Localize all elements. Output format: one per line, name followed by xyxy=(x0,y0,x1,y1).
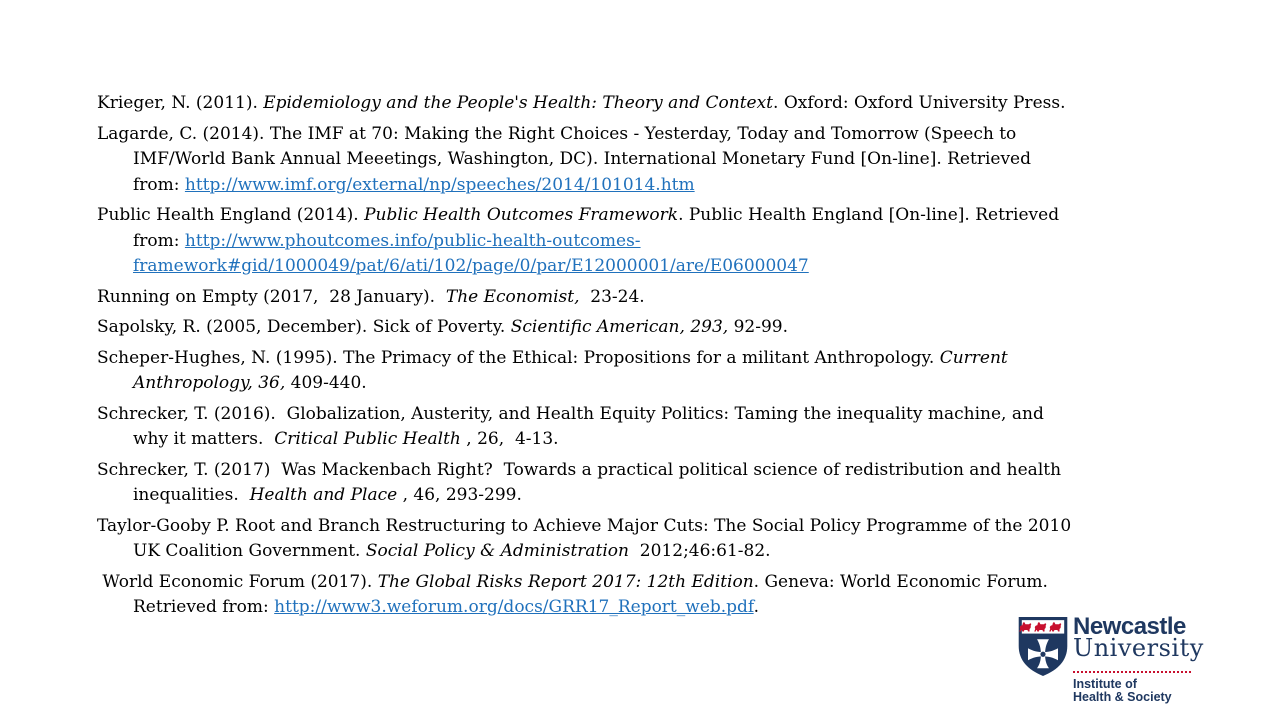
reference-link[interactable]: http://www.imf.org/external/np/speeches/2014/101014.htm xyxy=(184,174,695,195)
newcastle-university-logo xyxy=(1017,615,1202,715)
reference-text: from: xyxy=(133,174,185,195)
logo-institute-line1: Institute of xyxy=(1073,677,1137,691)
reference-link[interactable]: framework#gid/1000049/pat/6/ati/102/page/0/par/E12000001/are/E06000047 xyxy=(133,256,809,276)
reference-text: IMF/World Bank Annual Meeetings, Washington, DC). International Monetary Fund [On-line]. Retrieved xyxy=(133,149,1031,169)
reference-text: Anthropology, 36, xyxy=(133,373,286,393)
reference-entry xyxy=(97,91,1217,117)
reference-text: World Economic Forum (2017). xyxy=(97,571,378,592)
reference-text: Health and Place xyxy=(249,485,398,505)
reference-text: Social Policy & Administration xyxy=(365,541,629,561)
reference-text: from: xyxy=(133,230,185,251)
reference-text: Sapolsky, R. (2005, December). Sick of Poverty. xyxy=(97,317,511,337)
reference-text: Krieger, N. (2011). xyxy=(97,93,264,113)
reference-text: Lagarde, C. (2014). The IMF at 70: Making the Right Choices - Yesterday, Today and Tomorrow (Speech to xyxy=(97,123,1017,144)
reference-text: Critical Public Health xyxy=(274,429,461,449)
reference-text: Schrecker, T. (2016). Globalization, Austerity, and Health Equity Politics: Taming the inequality machine, and xyxy=(97,403,1044,424)
reference-text: inequalities. xyxy=(133,485,250,505)
reference-text: 92-99. xyxy=(728,317,788,337)
logo-newcastle-text: Newcastle xyxy=(1073,613,1186,640)
reference-text: why it matters. xyxy=(133,429,275,449)
reference-text: Public Health England (2014). xyxy=(97,205,365,225)
reference-text: Retrieved from: xyxy=(133,597,275,617)
reference-text: , 26, 4-13. xyxy=(460,429,559,449)
reference-text: The Global Risks Report 2017: 12th Edition xyxy=(377,571,754,592)
logo-university-text: University xyxy=(1073,634,1204,662)
reference-text: Schrecker, T. (2017) Was Mackenbach Right? Towards a practical political science of redistribution and health xyxy=(97,459,1062,480)
reference-text: 2012;46:61-82. xyxy=(629,541,771,561)
reference-entry xyxy=(97,122,1217,199)
reference-text: . Geneva: World Economic Forum. xyxy=(753,571,1048,592)
reference-entry xyxy=(97,346,1217,397)
reference-text: . Public Health England [On-line]. Retrieved xyxy=(678,205,1060,225)
reference-text: Public Health Outcomes Framework xyxy=(364,205,679,225)
reference-text: The Economist, xyxy=(445,286,580,307)
reference-entry xyxy=(97,570,1217,621)
reference-entry xyxy=(97,458,1217,509)
reference-entry xyxy=(97,285,1217,311)
reference-text: Scientific American, 293, xyxy=(510,317,729,337)
logo-institute-text xyxy=(1073,678,1172,703)
reference-text: 23-24. xyxy=(579,286,645,307)
logo-institute-line2: Health & Society xyxy=(1073,689,1172,704)
reference-text: Current xyxy=(939,347,1008,368)
reference-entry xyxy=(97,315,1217,341)
newcastle-shield-icon xyxy=(1017,616,1069,677)
reference-text: UK Coalition Government. xyxy=(133,541,366,561)
reference-entry xyxy=(97,402,1217,453)
reference-text: , 46, 293-299. xyxy=(397,485,522,505)
reference-text: 409-440. xyxy=(285,373,367,393)
reference-entry xyxy=(97,514,1217,565)
reference-entry xyxy=(97,203,1217,280)
logo-dotted-divider xyxy=(1073,671,1191,673)
reference-text: Scheper-Hughes, N. (1995). The Primacy of the Ethical: Propositions for a militant Anthropology. xyxy=(97,347,940,368)
reference-link[interactable]: http://www.phoutcomes.info/public-health-outcomes- xyxy=(184,230,641,251)
reference-link[interactable]: http://www3.weforum.org/docs/GRR17_Report_web.pdf xyxy=(274,597,754,617)
reference-text: . Oxford: Oxford University Press. xyxy=(773,93,1066,113)
references-list xyxy=(97,91,1217,626)
reference-text: Running on Empty (2017, 28 January). xyxy=(97,286,446,307)
reference-text: Taylor-Gooby P. Root and Branch Restructuring to Achieve Major Cuts: The Social Policy Programme of the 2010 xyxy=(97,515,1072,536)
reference-text: Epidemiology and the People's Health: Theory and Context xyxy=(263,93,774,113)
reference-text: . xyxy=(753,597,760,617)
